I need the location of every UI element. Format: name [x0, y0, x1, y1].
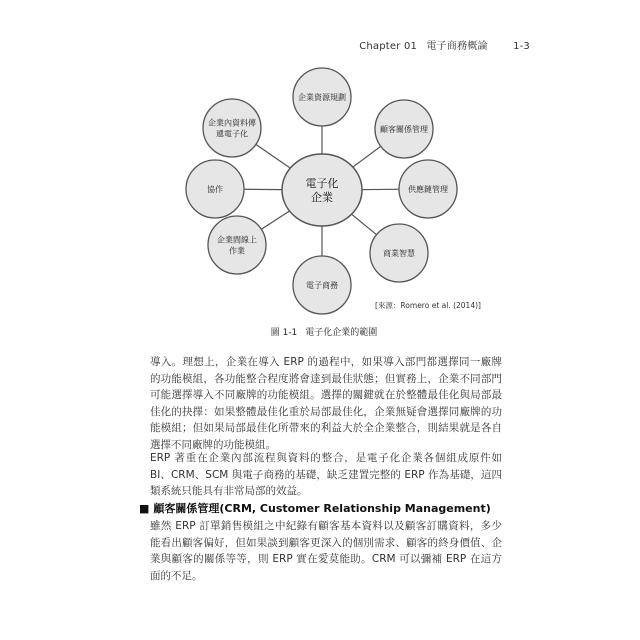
diagram-node [370, 224, 428, 282]
center-label-line2: 企業 [311, 191, 333, 204]
section-title: 顧客關係管理(CRM, Customer Relationship Management) [153, 502, 491, 515]
node-label: 遞電子化 [216, 129, 248, 139]
diagram-node [186, 160, 244, 218]
chapter-title: 電子商務概論 [426, 41, 488, 52]
diagram-node [203, 99, 261, 157]
figure-title: 電子化企業的範圍 [305, 328, 378, 338]
body-paragraph-1: 導入。理想上，企業在導入 ERP 的過程中，如果導入部門都選擇同一廠牌的功能模組，各功能整合程度將會達到最佳狀態；但實務上，企業不同部門可能選擇導入不同廠牌的功能模組。選擇的關鍵就在於整體最佳化與局部最佳化的抉擇：如果整體最佳化重於局部最佳化，企業無疑會選擇同廠牌的功能模組；但如果局部最佳化所帶來的利益大於全企業整合，則結果就是各自選擇不同廠牌的功能模組。 [150, 356, 502, 451]
node-label: 企業間線上 [217, 235, 257, 245]
body-paragraph-3: 雖然 ERP 訂單銷售模組之中紀錄有顧客基本資料以及顧客訂購資料，多少能看出顧客偏好，但如果談到顧客更深入的個別需求、顧客的終身價值、企業與顧客的關係等等，則 ERP 實在愛莫能助。CRM 可以彌補 ERP 在這方面的不足。 [150, 520, 502, 582]
node-label: 企業內資料傳 [208, 118, 256, 128]
node-label: 協作 [207, 185, 223, 194]
center-node [282, 154, 362, 226]
diagram-node [293, 68, 351, 126]
center-label-line1: 電子化 [305, 177, 339, 190]
diagram-node [293, 256, 351, 314]
square-bullet-icon: ■ [139, 502, 150, 515]
page-number: 1-3 [513, 41, 530, 52]
node-label: 企業資源規劃 [298, 93, 346, 102]
node-label: 商業智慧 [383, 249, 415, 258]
section-heading [139, 500, 491, 516]
chapter-label: Chapter 01 [359, 41, 418, 52]
node-circle [208, 216, 266, 274]
body-paragraph-2: ERP 著重在企業內部流程與資料的整合，是電子化企業各個組成原件如 BI、CRM、SCM 與電子商務的基礎，缺乏建置完整的 ERP 作為基礎，這四類系統只能具有非常局部的效益。 [150, 452, 502, 498]
node-label: 電子商務 [306, 281, 338, 290]
diagram-node [208, 216, 266, 274]
node-label: 供應鏈管理 [408, 185, 448, 194]
node-label: 顧客關係管理 [380, 125, 428, 134]
figure-number: 圖 1-1 [270, 328, 298, 338]
diagram-node [375, 100, 433, 158]
diagram-node [399, 160, 457, 218]
node-circle [203, 99, 261, 157]
figure-caption [0, 325, 640, 338]
node-label: 作業 [229, 246, 245, 256]
figure-source: [來源：Romero et al. (2014)] [375, 301, 481, 310]
